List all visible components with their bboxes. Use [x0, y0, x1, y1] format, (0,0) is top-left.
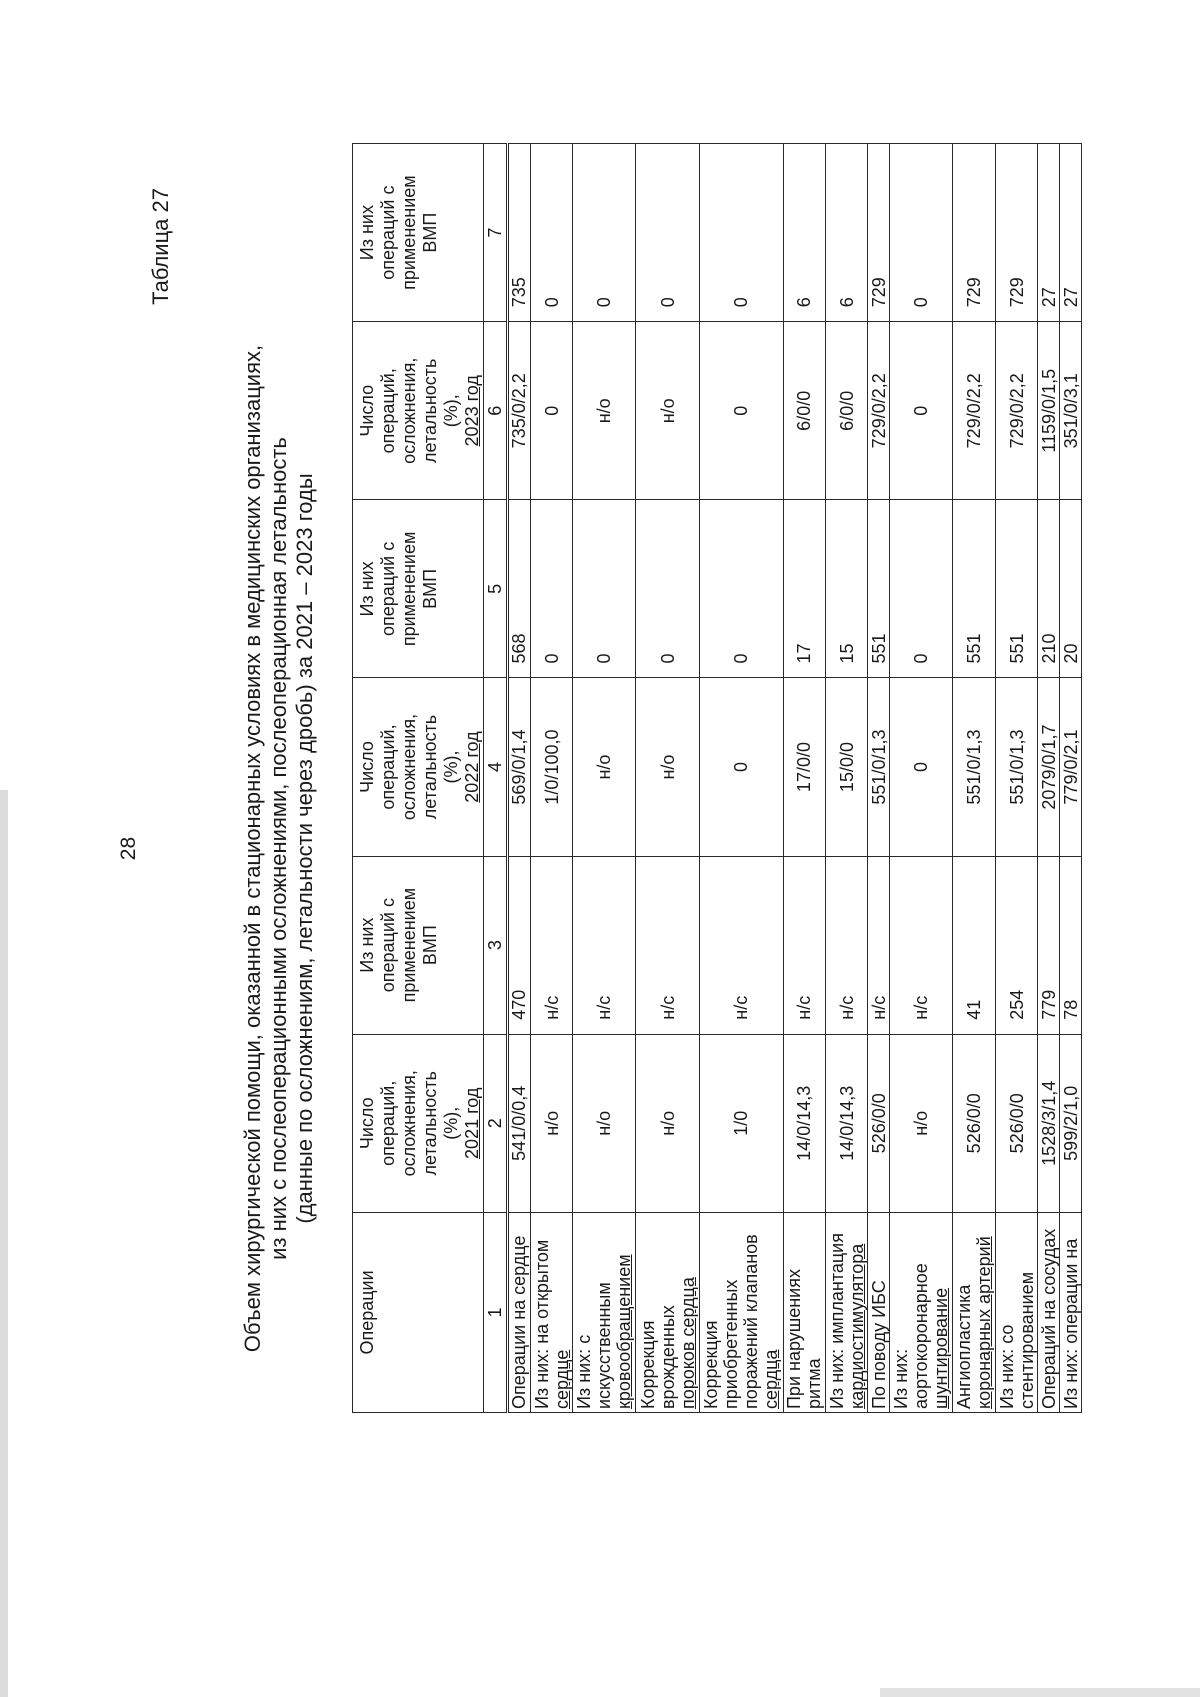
cell-c4: 779/0/2,1: [1060, 678, 1082, 856]
cell-c2: 14/0/14,3: [783, 1034, 825, 1212]
cell-c2: 526/0/0: [868, 1034, 890, 1212]
cell-c3: 779: [1038, 856, 1060, 1034]
cell-c4: 2079/0/1,7: [1038, 678, 1060, 856]
operation-name: По поводу ИБС: [868, 1212, 890, 1412]
table-row: [890, 144, 953, 1413]
cell-c5: 0: [530, 500, 572, 678]
column-number: 7: [484, 144, 508, 322]
cell-c2: 599/2/1,0: [1060, 1034, 1082, 1212]
table-row: [530, 144, 572, 1413]
cell-c3: 470: [508, 856, 531, 1034]
cell-c3: н/с: [636, 856, 699, 1034]
header-vmp-2021: Из них операций с применением ВМП: [353, 856, 484, 1034]
table-row: [573, 144, 636, 1413]
cell-c2: 1528/3/1,4: [1038, 1034, 1060, 1212]
operation-name: Из них: аортокоронарное шунтирование: [890, 1212, 953, 1412]
table-row: [1060, 144, 1082, 1413]
cell-c5: 551: [995, 500, 1037, 678]
header-2021: Число операций, осложнения, летальность (%), 2021 год: [353, 1034, 484, 1212]
cell-c2: н/о: [890, 1034, 953, 1212]
operation-name: Коррекция врожденных пороков сердца: [636, 1212, 699, 1412]
cell-c4: н/о: [636, 678, 699, 856]
cell-c6: 729/0/2,2: [953, 322, 995, 500]
operation-name: Из них: с искусственным кровообращением: [573, 1212, 636, 1412]
cell-c4: 551/0/1,3: [868, 678, 890, 856]
cell-c6: 735/0/2,2: [508, 322, 531, 500]
cell-c4: 15/0/0: [826, 678, 868, 856]
cell-c3: н/с: [868, 856, 890, 1034]
cell-c5: 0: [699, 500, 783, 678]
cell-c7: 0: [699, 144, 783, 322]
table-row: [868, 144, 890, 1413]
header-vmp-2022: Из них операций с применением ВМП: [353, 500, 484, 678]
cell-c2: н/о: [573, 1034, 636, 1212]
cell-c5: 0: [636, 500, 699, 678]
surgery-table: [352, 143, 1082, 1413]
cell-c3: 254: [995, 856, 1037, 1034]
cell-c3: 78: [1060, 856, 1082, 1034]
cell-c2: 14/0/14,3: [826, 1034, 868, 1212]
title-line: из них с послеоперационными осложнениями, послеоперационная летальность: [266, 437, 291, 1260]
cell-c5: 0: [890, 500, 953, 678]
column-number: 2: [484, 1034, 508, 1212]
table-row: [699, 144, 783, 1413]
operation-name: Из них: операции на: [1060, 1212, 1082, 1412]
column-number: 4: [484, 678, 508, 856]
table-caption: Таблица 27: [148, 188, 173, 305]
cell-c6: 1159/0/1,5: [1038, 322, 1060, 500]
cell-c7: 729: [953, 144, 995, 322]
cell-c6: 351/0/3,1: [1060, 322, 1082, 500]
cell-c6: 6/0/0: [783, 322, 825, 500]
cell-c4: н/о: [573, 678, 636, 856]
cell-c5: 568: [508, 500, 531, 678]
document-title: [240, 0, 318, 1697]
cell-c7: 27: [1060, 144, 1082, 322]
table-row: [826, 144, 868, 1413]
table-row: [636, 144, 699, 1413]
rotated-page: [2, 0, 1200, 1697]
table-row: [953, 144, 995, 1413]
cell-c6: 0: [890, 322, 953, 500]
cell-c4: 551/0/1,3: [995, 678, 1037, 856]
cell-c3: н/с: [530, 856, 572, 1034]
cell-c4: 17/0/0: [783, 678, 825, 856]
cell-c5: 551: [953, 500, 995, 678]
column-number: 6: [484, 322, 508, 500]
cell-c6: н/о: [573, 322, 636, 500]
cell-c4: 0: [699, 678, 783, 856]
cell-c7: 6: [783, 144, 825, 322]
cell-c4: 551/0/1,3: [953, 678, 995, 856]
cell-c7: 0: [636, 144, 699, 322]
cell-c3: н/с: [699, 856, 783, 1034]
cell-c3: 41: [953, 856, 995, 1034]
cell-c7: 0: [573, 144, 636, 322]
cell-c7: 729: [995, 144, 1037, 322]
title-line: (данные по осложнениям, летальности через дробь) за 2021 – 2023 годы: [292, 473, 317, 1224]
header-2023: Число операций, осложнения, летальность (%), 2023 год: [353, 322, 484, 500]
cell-c2: н/о: [530, 1034, 572, 1212]
operation-name: Ангиопластика коронарных артерий: [953, 1212, 995, 1412]
title-line: Объем хирургической помощи, оказанной в стационарных условиях в медицинских организациях,: [240, 344, 265, 1353]
cell-c7: 0: [530, 144, 572, 322]
cell-c5: 551: [868, 500, 890, 678]
cell-c6: 729/0/2,2: [868, 322, 890, 500]
operation-name: Операций на сосудах: [1038, 1212, 1060, 1412]
operation-name: Операции на сердце: [508, 1212, 531, 1412]
operation-name: Из них: имплантация кардиостимулятора: [826, 1212, 868, 1412]
cell-c7: 735: [508, 144, 531, 322]
cell-c2: 526/0/0: [953, 1034, 995, 1212]
table-row: [783, 144, 825, 1413]
column-number: 5: [484, 500, 508, 678]
cell-c2: 526/0/0: [995, 1034, 1037, 1212]
cell-c2: н/о: [636, 1034, 699, 1212]
operation-name: Из них: на открытом сердце: [530, 1212, 572, 1412]
column-number: 1: [484, 1212, 508, 1412]
table-row: [995, 144, 1037, 1413]
cell-c4: 569/0/1,4: [508, 678, 531, 856]
table-row: [508, 144, 531, 1413]
cell-c3: н/с: [826, 856, 868, 1034]
column-number-row: [484, 144, 508, 1413]
header-operations: Операции: [353, 1212, 484, 1412]
cell-c7: 0: [890, 144, 953, 322]
cell-c5: 0: [573, 500, 636, 678]
cell-c3: н/с: [890, 856, 953, 1034]
cell-c6: н/о: [636, 322, 699, 500]
operation-name: Коррекция приобретенных поражений клапанов сердца: [699, 1212, 783, 1412]
cell-c6: 729/0/2,2: [995, 322, 1037, 500]
cell-c4: 0: [890, 678, 953, 856]
cell-c3: н/с: [573, 856, 636, 1034]
cell-c6: 0: [699, 322, 783, 500]
cell-c5: 20: [1060, 500, 1082, 678]
cell-c3: н/с: [783, 856, 825, 1034]
operation-name: Из них: со стентированием: [995, 1212, 1037, 1412]
cell-c2: 1/0: [699, 1034, 783, 1212]
table-row: [1038, 144, 1060, 1413]
cell-c5: 17: [783, 500, 825, 678]
cell-c6: 0: [530, 322, 572, 500]
cell-c7: 27: [1038, 144, 1060, 322]
header-2022: Число операций, осложнения, летальность (%), 2022 год: [353, 678, 484, 856]
cell-c7: 729: [868, 144, 890, 322]
operation-name: При нарушениях ритма: [783, 1212, 825, 1412]
page-number: 28: [117, 836, 140, 861]
cell-c5: 15: [826, 500, 868, 678]
cell-c2: 541/0/0,4: [508, 1034, 531, 1212]
cell-c5: 210: [1038, 500, 1060, 678]
cell-c6: 6/0/0: [826, 322, 868, 500]
header-row: [353, 144, 484, 1413]
cell-c4: 1/0/100,0: [530, 678, 572, 856]
header-vmp-2023: Из них операций с применением ВМП: [353, 144, 484, 322]
column-number: 3: [484, 856, 508, 1034]
cell-c7: 6: [826, 144, 868, 322]
